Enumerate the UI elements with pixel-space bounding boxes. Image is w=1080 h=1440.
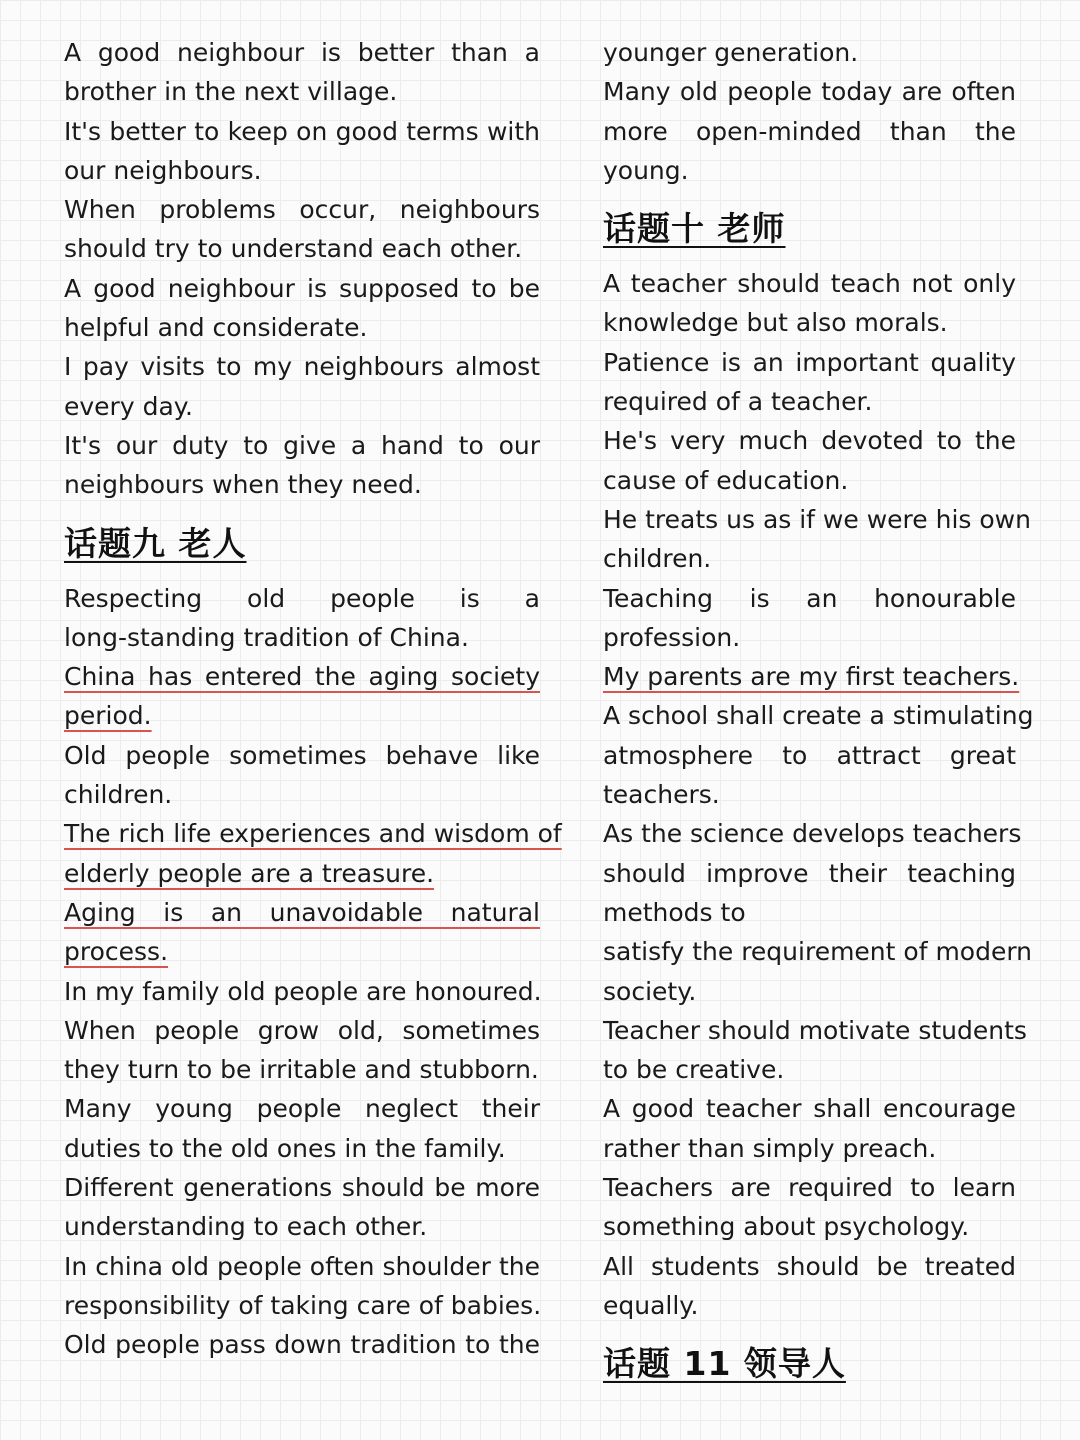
text-line: I pay visits to my neighbours almost xyxy=(64,352,540,382)
text-line: knowledge but also morals. xyxy=(603,308,948,338)
text-line: When problems occur, neighbours xyxy=(64,195,540,225)
text-line: rather than simply preach. xyxy=(603,1133,937,1163)
text-line: should try to understand each other. xyxy=(64,234,523,264)
text-line: more open-minded than the xyxy=(603,116,1016,146)
text-line: required of a teacher. xyxy=(603,387,873,417)
text-line: A school shall create a stimulating xyxy=(603,701,1034,731)
text-line: something about psychology. xyxy=(603,1212,970,1242)
elderly-section xyxy=(64,579,562,1365)
text-line: methods to xyxy=(603,897,746,927)
text-line: understanding to each other. xyxy=(64,1212,428,1242)
text-line: teachers. xyxy=(603,780,720,810)
text-line: Many old people today are often xyxy=(603,77,1016,107)
text-line: In china old people often shoulder the xyxy=(64,1251,540,1281)
text-line-underlined: Aging is an unavoidable natural xyxy=(64,897,540,927)
text-line: our neighbours. xyxy=(64,155,262,185)
text-line: In my family old people are honoured. xyxy=(64,976,542,1006)
text-line: atmosphere to attract great xyxy=(603,740,1016,770)
text-line: to be creative. xyxy=(603,1055,785,1085)
text-line: neighbours when they need. xyxy=(64,470,422,500)
elderly-section-continued xyxy=(603,33,1016,190)
text-line: younger generation. xyxy=(603,38,859,67)
text-line: society. xyxy=(603,976,697,1006)
right-column xyxy=(603,33,1034,1387)
text-line: It's our duty to give a hand to our xyxy=(64,430,540,460)
text-line: helpful and considerate. xyxy=(64,313,368,343)
text-line: As the science develops teachers xyxy=(603,819,1022,849)
text-line: brother in the next village. xyxy=(64,77,398,107)
text-line: Respecting old people is a xyxy=(64,583,540,613)
text-line: He treats us as if we were his own xyxy=(603,504,1031,534)
section-heading-topic11: 话题 11 领导人 xyxy=(603,1344,846,1384)
text-line: cause of education. xyxy=(603,465,849,495)
text-line: Teachers are required to learn xyxy=(603,1173,1016,1203)
text-line: profession. xyxy=(603,622,741,652)
text-line: equally. xyxy=(603,1290,699,1320)
left-column xyxy=(64,33,562,1365)
text-line-underlined: period. xyxy=(64,701,152,731)
text-line: Old people sometimes behave like xyxy=(64,740,540,770)
text-line: every day. xyxy=(64,391,193,421)
text-line: Many young people neglect their xyxy=(64,1094,540,1124)
text-line: long-standing tradition of China. xyxy=(64,622,469,652)
text-line: should improve their teaching xyxy=(603,858,1016,888)
text-line-underlined: process. xyxy=(64,937,169,967)
text-line: A teacher should teach not only xyxy=(603,269,1016,299)
text-line: Old people pass down tradition to the xyxy=(64,1330,540,1360)
text-line: Teaching is an honourable xyxy=(603,583,1016,613)
section-heading-topic10: 话题十 老师 xyxy=(603,209,786,249)
text-line: Different generations should be more xyxy=(64,1173,540,1203)
neighbour-section xyxy=(64,33,540,505)
text-line: young. xyxy=(603,155,689,185)
text-line-underlined: China has entered the aging society xyxy=(64,662,540,692)
text-line: He's very much devoted to the xyxy=(603,426,1016,456)
text-line: satisfy the requirement of modern xyxy=(603,937,1033,967)
text-line: All students should be treated xyxy=(603,1251,1016,1281)
section-heading-topic9: 话题九 老人 xyxy=(64,523,247,563)
text-line-underlined: elderly people are a treasure. xyxy=(64,858,435,888)
text-line: Teacher should motivate students xyxy=(603,1015,1027,1045)
text-line: It's better to keep on good terms with xyxy=(64,116,540,146)
text-line: A good neighbour is supposed to be xyxy=(64,273,540,303)
text-line: duties to the old ones in the family. xyxy=(64,1133,506,1163)
text-line: children. xyxy=(603,544,712,574)
text-line: children. xyxy=(64,780,173,810)
text-line-underlined: My parents are my first teachers. xyxy=(603,662,1020,692)
text-line: When people grow old, sometimes xyxy=(64,1015,540,1045)
text-line: responsibility of taking care of babies. xyxy=(64,1290,542,1320)
text-line: they turn to be irritable and stubborn. xyxy=(64,1055,539,1085)
teacher-section xyxy=(603,264,1034,1325)
text-line: A good teacher shall encourage xyxy=(603,1094,1016,1124)
text-line-underlined: The rich life experiences and wisdom of xyxy=(64,819,562,849)
text-line: A good neighbour is better than a xyxy=(64,38,540,67)
text-line: Patience is an important quality xyxy=(603,347,1016,377)
